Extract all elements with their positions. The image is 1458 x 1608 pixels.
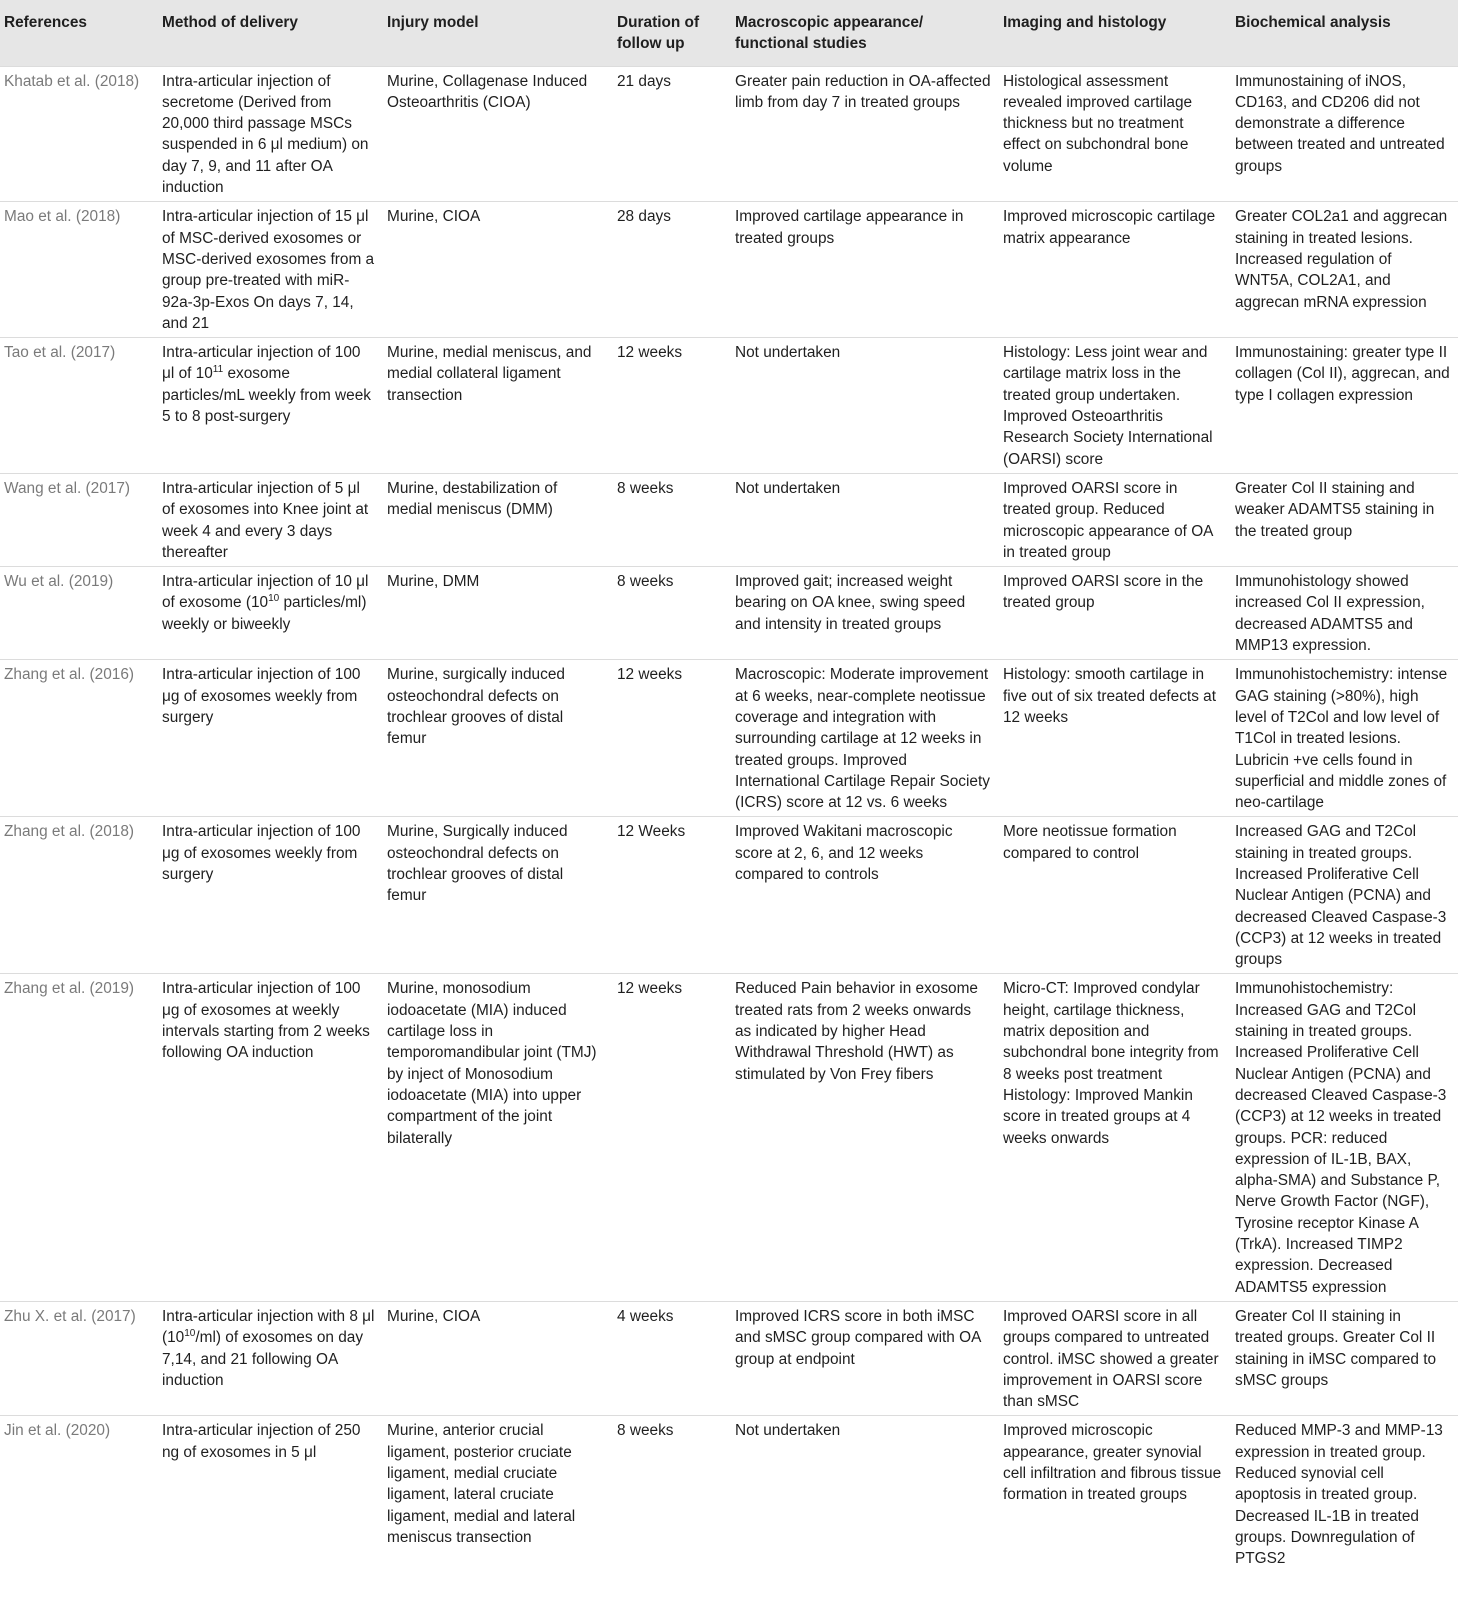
method-cell: Intra-articular injection of 100 μg of exosomes weekly from surgery (158, 660, 383, 817)
table-row (0, 567, 1458, 660)
model-cell: Murine, Surgically induced osteochondral defects on trochlear grooves of distal femur (383, 817, 613, 974)
method-cell: Intra-articular injection of 5 μl of exosomes into Knee joint at week 4 and every 3 days thereafter (158, 473, 383, 566)
reference-cell: Zhang et al. (2016) (0, 660, 158, 817)
duration-cell: 8 weeks (613, 473, 731, 566)
imaging-cell: More neotissue formation compared to control (999, 817, 1231, 974)
method-cell: Intra-articular injection of 15 μl of MSC-derived exosomes or MSC-derived exosomes from a group pre-treated with miR-92a-3p-Exos On days 7, 14, and 21 (158, 202, 383, 338)
biochem-cell: Immunohistology showed increased Col II expression, decreased ADAMTS5 and MMP13 expression. (1231, 567, 1458, 660)
model-cell: Murine, monosodium iodoacetate (MIA) induced cartilage loss in temporomandibular joint (TMJ) by inject of Monosodium iodoacetate (MIA) into upper compartment of the joint bilaterally (383, 974, 613, 1301)
biochem-cell: Immunostaining: greater type II collagen (Col II), aggrecan, and type I collagen expression (1231, 338, 1458, 474)
header-duration: Duration of follow up (613, 0, 731, 66)
biochem-cell: Immunostaining of iNOS, CD163, and CD206 did not demonstrate a difference between treated and untreated groups (1231, 66, 1458, 202)
biochem-cell: Greater Col II staining and weaker ADAMTS5 staining in the treated group (1231, 473, 1458, 566)
biochem-cell: Increased GAG and T2Col staining in treated groups. Increased Proliferative Cell Nuclear Antigen (PCNA) and decreased Cleaved Caspase-3 (CCP3) at 12 weeks in treated groups (1231, 817, 1458, 974)
reference-cell: Zhang et al. (2018) (0, 817, 158, 974)
table-row (0, 473, 1458, 566)
imaging-cell: Histological assessment revealed improved cartilage thickness but no treatment effect on subchondral bone volume (999, 66, 1231, 202)
method-cell (158, 338, 383, 474)
imaging-cell: Histology: smooth cartilage in five out of six treated defects at 12 weeks (999, 660, 1231, 817)
model-cell: Murine, CIOA (383, 1301, 613, 1415)
duration-cell: 8 weeks (613, 1416, 731, 1573)
header-references: References (0, 0, 158, 66)
header-macroscopic: Macroscopic appearance/ functional studies (731, 0, 999, 66)
macro-cell: Macroscopic: Moderate improvement at 6 weeks, near-complete neotissue coverage and integration with surrounding cartilage at 12 weeks in treated groups. Improved International Cartilage Repair Society (ICRS) score at 12 vs. 6 weeks (731, 660, 999, 817)
macro-cell: Improved gait; increased weight bearing on OA knee, swing speed and intensity in treated groups (731, 567, 999, 660)
header-biochemical: Biochemical analysis (1231, 0, 1458, 66)
header-imaging: Imaging and histology (999, 0, 1231, 66)
reference-cell: Khatab et al. (2018) (0, 66, 158, 202)
duration-cell: 12 weeks (613, 660, 731, 817)
duration-cell: 28 days (613, 202, 731, 338)
header-method: Method of delivery (158, 0, 383, 66)
method-text: Intra-articular injection of 100 μl of 10 (162, 344, 361, 383)
imaging-cell: Improved microscopic cartilage matrix appearance (999, 202, 1231, 338)
method-cell: Intra-articular injection of secretome (Derived from 20,000 third passage MSCs suspended in 6 μl medium) on day 7, 9, and 11 after OA induction (158, 66, 383, 202)
macro-cell: Improved ICRS score in both iMSC and sMSC group compared with OA group at endpoint (731, 1301, 999, 1415)
imaging-cell: Improved OARSI score in treated group. Reduced microscopic appearance of OA in treated group (999, 473, 1231, 566)
duration-cell: 12 Weeks (613, 817, 731, 974)
reference-cell: Zhu X. et al. (2017) (0, 1301, 158, 1415)
macro-cell: Not undertaken (731, 1416, 999, 1573)
table-row (0, 1301, 1458, 1415)
table-row (0, 202, 1458, 338)
reference-cell: Wu et al. (2019) (0, 567, 158, 660)
reference-cell: Mao et al. (2018) (0, 202, 158, 338)
imaging-cell: Improved OARSI score in the treated group (999, 567, 1231, 660)
method-text: /ml) of exosomes on day 7,14, and 21 following OA induction (162, 1329, 364, 1389)
method-cell: Intra-articular injection of 100 μg of exosomes at weekly intervals starting from 2 weeks following OA induction (158, 974, 383, 1301)
duration-cell: 8 weeks (613, 567, 731, 660)
table-row (0, 974, 1458, 1301)
exponent: 11 (212, 364, 224, 376)
method-cell (158, 567, 383, 660)
table-row (0, 1416, 1458, 1573)
method-text: particles/ml) weekly or biweekly (162, 594, 367, 633)
table-row (0, 338, 1458, 474)
exponent: 10 (268, 593, 280, 605)
method-cell: Intra-articular injection of 250 ng of exosomes in 5 μl (158, 1416, 383, 1573)
biochem-cell: Immunohistochemistry: Increased GAG and T2Col staining in treated groups. Increased Proliferative Cell Nuclear Antigen (PCNA) and decreased Cleaved Caspase-3 (CCP3) at 12 weeks in treated groups. PCR: reduced expression of IL-1B, BAX, alpha-SMA) and Substance P, Nerve Growth Factor (NGF), Tyrosine receptor Kinase A (TrkA). Increased TIMP2 expression. Decreased ADAMTS5 expression (1231, 974, 1458, 1301)
method-cell (158, 1301, 383, 1415)
biochem-cell: Immunohistochemistry: intense GAG staining (>80%), high level of T2Col and low level of T1Col in treated lesions. Lubricin +ve cells found in superficial and middle zones of neo-cartilage (1231, 660, 1458, 817)
method-text: exosome particles/mL weekly from week 5 to 8 post-surgery (162, 365, 371, 426)
biochem-cell: Reduced MMP-3 and MMP-13 expression in treated group. Reduced synovial cell apoptosis in treated group. Decreased IL-1B in treated groups. Downregulation of PTGS2 (1231, 1416, 1458, 1573)
model-cell: Murine, surgically induced osteochondral defects on trochlear grooves of distal femur (383, 660, 613, 817)
model-cell: Murine, CIOA (383, 202, 613, 338)
table-header-row (0, 0, 1458, 66)
reference-cell: Jin et al. (2020) (0, 1416, 158, 1573)
duration-cell: 21 days (613, 66, 731, 202)
reference-cell: Tao et al. (2017) (0, 338, 158, 474)
macro-cell: Not undertaken (731, 473, 999, 566)
imaging-cell: Histology: Less joint wear and cartilage matrix loss in the treated group undertaken. Improved Osteoarthritis Research Society International (OARSI) score (999, 338, 1231, 474)
exponent: 10 (184, 1328, 196, 1340)
table-row (0, 817, 1458, 974)
macro-cell: Improved cartilage appearance in treated groups (731, 202, 999, 338)
biochem-cell: Greater COL2a1 and aggrecan staining in treated lesions. Increased regulation of WNT5A, COL2A1, and aggrecan mRNA expression (1231, 202, 1458, 338)
method-cell: Intra-articular injection of 100 μg of exosomes weekly from surgery (158, 817, 383, 974)
macro-cell: Not undertaken (731, 338, 999, 474)
table-row (0, 66, 1458, 202)
header-injury-model: Injury model (383, 0, 613, 66)
method-text: Intra-articular injection with 8 μl (10 (162, 1307, 375, 1347)
biochem-cell: Greater Col II staining in treated groups. Greater Col II staining in iMSC compared to sMSC groups (1231, 1301, 1458, 1415)
duration-cell: 4 weeks (613, 1301, 731, 1415)
duration-cell: 12 weeks (613, 974, 731, 1301)
imaging-cell: Improved microscopic appearance, greater synovial cell infiltration and fibrous tissue formation in treated groups (999, 1416, 1231, 1573)
model-cell: Murine, Collagenase Induced Osteoarthritis (CIOA) (383, 66, 613, 202)
model-cell: Murine, anterior crucial ligament, posterior cruciate ligament, medial cruciate ligament, lateral cruciate ligament, medial and lateral meniscus transection (383, 1416, 613, 1573)
macro-cell: Improved Wakitani macroscopic score at 2, 6, and 12 weeks compared to controls (731, 817, 999, 974)
reference-cell: Zhang et al. (2019) (0, 974, 158, 1301)
duration-cell: 12 weeks (613, 338, 731, 474)
model-cell: Murine, DMM (383, 567, 613, 660)
model-cell: Murine, destabilization of medial meniscus (DMM) (383, 473, 613, 566)
imaging-cell: Improved OARSI score in all groups compared to untreated control. iMSC showed a greater improvement in OARSI score than sMSC (999, 1301, 1231, 1415)
reference-cell: Wang et al. (2017) (0, 473, 158, 566)
table-row (0, 660, 1458, 817)
method-text: Intra-articular injection of 10 μl of exosome (10 (162, 573, 369, 612)
imaging-cell: Micro-CT: Improved condylar height, cartilage thickness, matrix deposition and subchondral bone integrity from 8 weeks post treatment Histology: Improved Mankin score in treated groups at 4 weeks onwards (999, 974, 1231, 1301)
macro-cell: Reduced Pain behavior in exosome treated rats from 2 weeks onwards as indicated by higher Head Withdrawal Threshold (HWT) as stimulated by Von Frey fibers (731, 974, 999, 1301)
macro-cell: Greater pain reduction in OA-affected limb from day 7 in treated groups (731, 66, 999, 202)
model-cell: Murine, medial meniscus, and medial collateral ligament transection (383, 338, 613, 474)
